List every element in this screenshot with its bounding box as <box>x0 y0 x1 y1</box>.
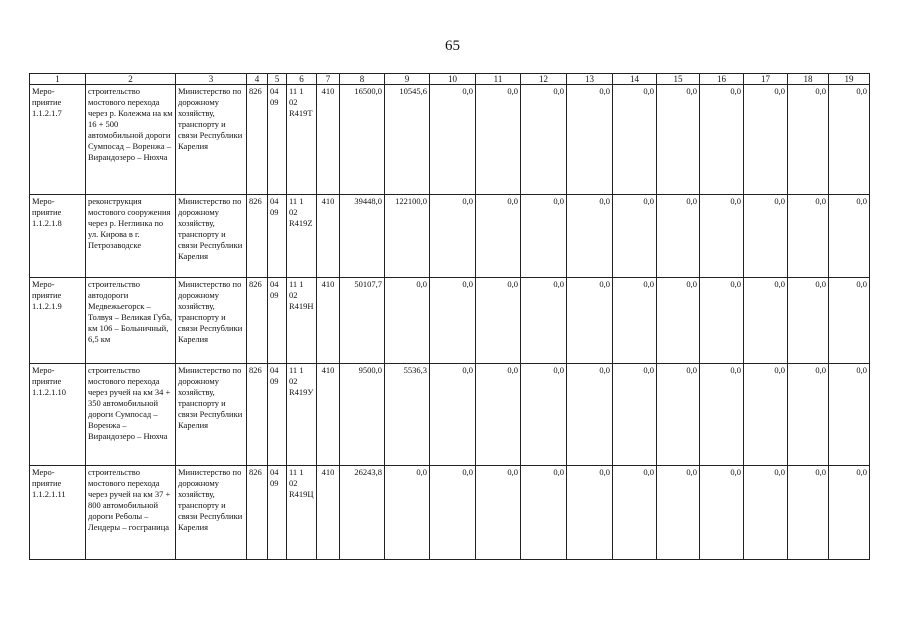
grbs-cell: 826 <box>247 466 268 560</box>
value-cell: 0,0 <box>657 278 700 364</box>
value-cell: 0,0 <box>788 195 829 278</box>
value-cell: 0,0 <box>430 85 476 195</box>
value-cell: 0,0 <box>521 85 567 195</box>
value-cell: 0,0 <box>430 466 476 560</box>
measure-cell: Меро- приятие 1.1.2.1.8 <box>30 195 86 278</box>
value-cell: 0,0 <box>744 195 788 278</box>
grbs-cell: 826 <box>247 278 268 364</box>
value-cell: 5536,3 <box>385 364 430 466</box>
value-cell: 0,0 <box>657 466 700 560</box>
column-header-14: 14 <box>613 74 657 85</box>
value-cell: 0,0 <box>521 466 567 560</box>
value-cell: 0,0 <box>829 278 870 364</box>
value-cell: 0,0 <box>700 364 744 466</box>
column-header-3: 3 <box>176 74 247 85</box>
value-cell: 0,0 <box>613 466 657 560</box>
value-cell: 0,0 <box>700 466 744 560</box>
value-cell: 0,0 <box>829 364 870 466</box>
column-header-18: 18 <box>788 74 829 85</box>
column-header-12: 12 <box>521 74 567 85</box>
value-cell: 0,0 <box>744 85 788 195</box>
value-cell: 0,0 <box>744 466 788 560</box>
value-cell: 0,0 <box>657 85 700 195</box>
table-row <box>30 85 870 195</box>
value-cell: 0,0 <box>700 85 744 195</box>
grbs-cell: 826 <box>247 85 268 195</box>
value-cell: 0,0 <box>613 364 657 466</box>
name-cell: строительство мостового перехода через ручей на км 37 + 800 автомобильной дороги Реболы – Лендеры – госграница <box>86 466 176 560</box>
measure-cell: Меро- приятие 1.1.2.1.9 <box>30 278 86 364</box>
rzpr-cell: 04 09 <box>268 466 287 560</box>
table-row <box>30 278 870 364</box>
value-cell: 0,0 <box>788 278 829 364</box>
value-cell: 0,0 <box>521 278 567 364</box>
value-cell: 0,0 <box>385 278 430 364</box>
page-number: 65 <box>445 38 460 54</box>
value-cell: 0,0 <box>788 85 829 195</box>
value-cell: 0,0 <box>657 364 700 466</box>
value-cell: 0,0 <box>829 466 870 560</box>
name-cell: строительство автодороги Медвежьегорск – Толвуя – Великая Губа, км 106 – Больничный, 6,5 км <box>86 278 176 364</box>
value-cell: 9500,0 <box>340 364 385 466</box>
value-cell: 0,0 <box>744 364 788 466</box>
table-row <box>30 195 870 278</box>
value-cell: 0,0 <box>829 85 870 195</box>
value-cell: 122100,0 <box>385 195 430 278</box>
name-cell: строительство мостового перехода через ручей на км 34 + 350 автомобильной дороги Сумпосад – Воренжа – Вирандозеро – Нюхча <box>86 364 176 466</box>
value-cell: 39448,0 <box>340 195 385 278</box>
column-header-17: 17 <box>744 74 788 85</box>
value-cell: 0,0 <box>744 278 788 364</box>
value-cell: 0,0 <box>430 278 476 364</box>
executor-cell: Министерство по дорожному хозяйству, транспорту и связи Республики Карелия <box>176 466 247 560</box>
value-cell: 0,0 <box>829 195 870 278</box>
rzpr-cell: 04 09 <box>268 278 287 364</box>
header-row <box>30 74 870 85</box>
value-cell: 0,0 <box>567 85 613 195</box>
column-header-5: 5 <box>268 74 287 85</box>
value-cell: 0,0 <box>521 195 567 278</box>
vr-cell: 410 <box>317 195 340 278</box>
column-header-19: 19 <box>829 74 870 85</box>
measure-cell: Меро- приятие 1.1.2.1.10 <box>30 364 86 466</box>
csr-cell: 11 1 02 R419Т <box>287 85 317 195</box>
column-header-8: 8 <box>340 74 385 85</box>
column-header-15: 15 <box>657 74 700 85</box>
budget-table <box>29 73 870 560</box>
value-cell: 0,0 <box>788 364 829 466</box>
column-header-13: 13 <box>567 74 613 85</box>
measure-cell: Меро- приятие 1.1.2.1.7 <box>30 85 86 195</box>
value-cell: 0,0 <box>567 278 613 364</box>
table-row <box>30 466 870 560</box>
value-cell: 0,0 <box>430 195 476 278</box>
value-cell: 0,0 <box>567 364 613 466</box>
vr-cell: 410 <box>317 466 340 560</box>
executor-cell: Министерство по дорожному хозяйству, транспорту и связи Республики Карелия <box>176 364 247 466</box>
value-cell: 0,0 <box>567 195 613 278</box>
value-cell: 0,0 <box>567 466 613 560</box>
value-cell: 0,0 <box>476 85 521 195</box>
column-header-4: 4 <box>247 74 268 85</box>
column-header-1: 1 <box>30 74 86 85</box>
executor-cell: Министерство по дорожному хозяйству, транспорту и связи Республики Карелия <box>176 278 247 364</box>
rzpr-cell: 04 09 <box>268 195 287 278</box>
value-cell: 0,0 <box>613 278 657 364</box>
name-cell: строительство мостового перехода через р. Колежма на км 16 + 500 автомобильной дороги Сумпосад – Воренжа – Вирандозеро – Нюхча <box>86 85 176 195</box>
column-header-9: 9 <box>385 74 430 85</box>
value-cell: 0,0 <box>476 278 521 364</box>
csr-cell: 11 1 02 R419У <box>287 364 317 466</box>
value-cell: 0,0 <box>613 85 657 195</box>
value-cell: 0,0 <box>657 195 700 278</box>
value-cell: 0,0 <box>613 195 657 278</box>
column-header-7: 7 <box>317 74 340 85</box>
value-cell: 0,0 <box>788 466 829 560</box>
grbs-cell: 826 <box>247 195 268 278</box>
value-cell: 0,0 <box>430 364 476 466</box>
value-cell: 0,0 <box>476 466 521 560</box>
column-header-11: 11 <box>476 74 521 85</box>
measure-cell: Меро- приятие 1.1.2.1.11 <box>30 466 86 560</box>
grbs-cell: 826 <box>247 364 268 466</box>
value-cell: 10545,6 <box>385 85 430 195</box>
value-cell: 16500,0 <box>340 85 385 195</box>
csr-cell: 11 1 02 R419Н <box>287 278 317 364</box>
rzpr-cell: 04 09 <box>268 85 287 195</box>
column-header-2: 2 <box>86 74 176 85</box>
vr-cell: 410 <box>317 364 340 466</box>
csr-cell: 11 1 02 R419Ц <box>287 466 317 560</box>
value-cell: 50107,7 <box>340 278 385 364</box>
name-cell: реконструкция мостового сооружения через р. Неглинка по ул. Кирова в г. Петрозаводске <box>86 195 176 278</box>
column-header-16: 16 <box>700 74 744 85</box>
vr-cell: 410 <box>317 85 340 195</box>
value-cell: 0,0 <box>700 278 744 364</box>
csr-cell: 11 1 02 R419Z <box>287 195 317 278</box>
executor-cell: Министерство по дорожному хозяйству, транспорту и связи Республики Карелия <box>176 195 247 278</box>
rzpr-cell: 04 09 <box>268 364 287 466</box>
column-header-6: 6 <box>287 74 317 85</box>
vr-cell: 410 <box>317 278 340 364</box>
value-cell: 0,0 <box>521 364 567 466</box>
value-cell: 0,0 <box>476 364 521 466</box>
value-cell: 0,0 <box>700 195 744 278</box>
value-cell: 0,0 <box>385 466 430 560</box>
table-row <box>30 364 870 466</box>
column-header-10: 10 <box>430 74 476 85</box>
value-cell: 0,0 <box>476 195 521 278</box>
executor-cell: Министерство по дорожному хозяйству, транспорту и связи Республики Карелия <box>176 85 247 195</box>
value-cell: 26243,8 <box>340 466 385 560</box>
